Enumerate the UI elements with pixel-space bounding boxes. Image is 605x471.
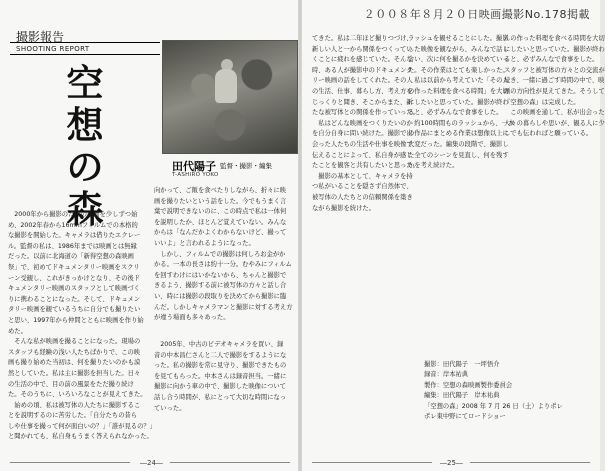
body-column-2b: 2005年、中古のビデオキャメラを買い、録 音の中本昌仁さんと二人で撮影をするようにな った。私の撮影を常に見守り、撮影できたもの を見てもらった。中本さんは録音担当。一緒に 撮影に向かう車の中で、撮影した映像について 話し合う時間が、私にとって大切な時間になっ ていった。 — [154, 341, 287, 412]
issue-header: ２００８年８月２０日映画撮影No.178掲載 — [363, 8, 590, 21]
credit-line: ポレ東中野にてロードショー — [424, 413, 506, 421]
title-char: 森 — [66, 187, 104, 231]
folio-rule — [470, 462, 590, 463]
credit-line: 録音：岸本祐典 — [424, 371, 469, 379]
body-column-1: 2000年から撮影のための準備を少しずつ始 め、2002年春から16mmフィルムでの本格的 な撮影を開始した。キャメラは借りたエクレー ル。監督の私は、1986年までは映画とは無縁 だった。以前に北海道の「新得空想の森映画 祭」で、初めてドキュメンタリー映画をスクリ ーン受観し、これがきっかけとなり、その後ド キュメンタリー映画のスタッフとして映画づく りに携わることになった。そして、ドキュメン タリー映画を観ているうちに自分でも撮りたい と思い、1997年から仲間とともに映画を作り始 めた。 そんな私が映画を撮ることになった。現場の スタッフも経験の浅い人たちばかりで、この映 画も撮り始めた当初は、何を撮りたいのかも漠 然としていた。私は主に撮影を担当した。日々 の生活の中で、目の前の風景をただ撮り続け た。そのうちに、いろいろなことが見えてきた。 始めの頃、私は被写体の人たちに撮影するこ とを説明するのに苦労した。「自分たちの昔ら しや仕事を撮って何が面白いの？」「誰が見るの？」 と聞かれても、私自身もうまく答えられなかった。 — [8, 211, 156, 441]
title-char: の — [66, 145, 104, 189]
article-photo — [162, 40, 298, 154]
body-column-3: てきた。私は二年ほど撮りつづけ、 新しい人と一から関係をつくってい くことに疲れを感じていた。そんな 時、ある人が撮影中のドキュメンタ リー映画の話をしてくれた。その人 の生活、仕事、暮らし方、考え方を じっくりと聞き、そこからまた、新 たな被写体との関係を作っていった。 私はどんな映画をつくりたいのか を自分自身に問い続けた。撮影で出 会った人たちの生活や仕事を映像で 伝えることによって、私自身が感じ たことを観客と共有したいと思った。 撮影の基本として、キャメラを持 つ私がいることを隠さず自然体で、 被写体の人たちとの信頼関係を築き ながら撮影を続けた。 — [312, 35, 420, 212]
title-char: 空 — [66, 61, 104, 105]
photo-figure-body — [215, 69, 237, 103]
body-column-2: 向かって、ご飯を食べたりしながら、折々に映 画を撮りたいという話をした。今でもうまく言 葉で説明できないのに、この時点で私は一体何 を説明したか、ほとんど覚えていない。みんな からは「なんだかよくわからないけど、撮って いいよ」と言われるようになった。 しかし、フィルムでの撮影は何しろお金がか かる。一本の長さは約十一分。むやみにフィルム を回すわけにはいかないから、ちゃんと撮影で きるよう、撮影する前に被写体の方々と話し合 い、時には撮影の段取りを決めてから撮影に臨 んだ。しかしキャメラマンと撮影に対する考え方 が違う場面も多々あった。 — [154, 187, 293, 322]
body-column-5: んの作った料理を食べる時間を大切 にしたいと思っていた。撮影が終わ ると、必ずみんなで食事をした。 スタッフと被写体の方々との交流が 続き、一緒に過ごす時間の中で、映 画の方向性が見えてきた。そうして 『空想の森』は完成した。 この映画を通して、私が出会った 人々の暮らしや思いが、観る人に少 しでも伝わればと願っている。 — [504, 35, 605, 138]
section-subtitle: SHOOTING REPORT — [16, 45, 90, 53]
author-role: 監督・撮影・編集 — [220, 162, 272, 170]
credit-line: 撮影：田代陽子 一坪悟介 — [424, 361, 500, 368]
credit-line: 編集：田代陽子 岸本祐典 — [424, 392, 500, 400]
folio-rule — [312, 462, 432, 463]
article-title — [55, 62, 115, 230]
right-page — [302, 0, 605, 471]
section-title: 撮影報告 — [16, 30, 65, 44]
credits-block — [424, 360, 596, 422]
author-box — [168, 156, 294, 180]
page-number-right: ―25― — [440, 459, 463, 467]
folio-rule — [10, 462, 130, 463]
credit-line: 製作：空想の森映画製作委員会 — [424, 381, 513, 389]
author-name: 田代陽子 — [172, 160, 216, 173]
left-page — [0, 0, 298, 471]
author-roman: T-ASHIRO YOKO — [172, 172, 219, 178]
folio-rule — [170, 462, 290, 463]
credit-line: 「空想の森」2008 年 7 月 26 日（土）よりポレ — [424, 402, 563, 410]
page-number-left: ―24― — [140, 459, 163, 467]
title-char: 想 — [66, 103, 104, 147]
section-rule-thin — [10, 54, 160, 55]
body-column-4: ラッシュを観せることにした。撮影 した映像を観ながら、みんなで話し 合い、次に何を撮るかを決めていっ た。その作業はとても楽しかった。 私は以前から考えていた「その人 の作った料理を食べる時間」を大切 にしたいと思っていた。撮影が終わ ると、必ずみんなで食事をした。 約100時間ものラッシュから、一本 の作品にまとめる作業は想像以上に 大変だった。編集の段階で、撮影し た全てのシーンを見直し、何を残す かを考え続けた。 — [408, 35, 515, 170]
